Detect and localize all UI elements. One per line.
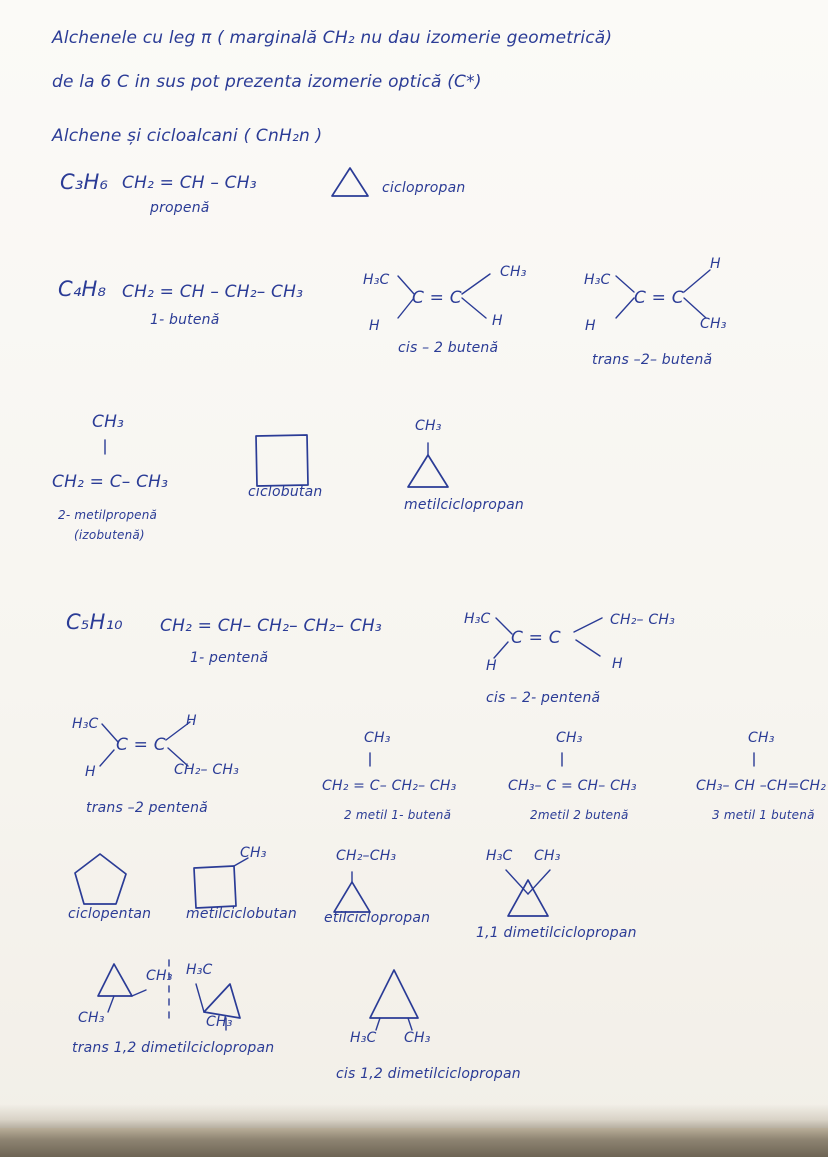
cis2pentene-right-bottom: H [612, 656, 623, 672]
m3b1-chain: CH₃– CH –CH=CH₂ [696, 778, 827, 794]
cis2pentene-right-top: CH₂– CH₃ [610, 612, 675, 628]
trans2butene-right-bottom: CH₃ [700, 316, 727, 332]
cis2butene-right-top: CH₃ [500, 264, 527, 280]
trans2pentene-left-bottom: H [85, 764, 96, 780]
trans12-label: trans 1,2 dimetilciclopropan [72, 1040, 275, 1056]
trans12-bottom-group: CH₃ [78, 1010, 105, 1026]
trans12-ring-icon [96, 962, 152, 1010]
m2b1-name: 2 metil 1- butenă [344, 808, 452, 822]
dimethyl11-left-group: H₃C [486, 848, 513, 864]
trans12-mirror-bottom-group: CH₃ [206, 1014, 233, 1030]
c4-structure: CH₂ = CH – CH₂– CH₃ [122, 282, 304, 302]
cis2pentene-center: C = C [511, 628, 561, 648]
trans2pentene-right-top: H [186, 713, 197, 729]
m2b2-top-group: CH₃ [556, 730, 583, 746]
cis12-label: cis 1,2 dimetilciclopropan [336, 1066, 521, 1082]
trans2butene-left-bottom: H [585, 318, 596, 334]
m2b1-top-group: CH₃ [364, 730, 391, 746]
c5-structure: CH₂ = CH– CH₂– CH₂– CH₃ [160, 616, 382, 636]
mirror-divider [166, 960, 172, 1028]
desk-edge [0, 1128, 828, 1157]
ethylcyclopropane-label: etilciclopropan [324, 910, 431, 926]
trans2pentene-right-bottom: CH₂– CH₃ [174, 762, 239, 778]
cyclopropane-triangle-icon [328, 166, 376, 200]
dimethyl11-ring-icon [494, 868, 564, 920]
m3b1-vertical-bond [750, 753, 762, 771]
trans2pentene-left-top: H₃C [72, 716, 99, 732]
isobutene-name: 2- metilpropenă [58, 508, 158, 522]
trans2pentene-center: C = C [116, 735, 166, 755]
cyclobutane-square-icon [253, 433, 315, 491]
cis12-right-group: CH₃ [404, 1030, 431, 1046]
cyclopentane-label: ciclopentan [68, 906, 152, 922]
trans2butene-bonds [610, 262, 730, 330]
methylcyclopropane-ring-icon [404, 443, 464, 491]
trans2butene-name: trans –2– butenă [592, 352, 713, 368]
cis2butene-left-top: H₃C [363, 272, 390, 288]
cyclobutane-label: ciclobutan [248, 484, 323, 500]
cis12-left-group: H₃C [350, 1030, 377, 1046]
dimethyl11-label: 1,1 dimetilciclopropan [476, 925, 637, 941]
c4-formula: C₄H₈ [58, 277, 107, 301]
isobutene-alt-name: (izobutenă) [74, 528, 145, 542]
c3-formula: C₃H₆ [60, 170, 109, 194]
methylcyclopropane-label: metilciclopropan [404, 497, 525, 513]
intro-line-1: Alchenele cu leg π ( marginală CH₂ nu dau izomerie geometrică) [52, 28, 613, 48]
m2b2-name: 2metil 2 butenă [530, 808, 629, 822]
cis2pentene-name: cis – 2- pentenă [486, 690, 601, 706]
methylcyclopropane-top-group: CH₃ [415, 418, 442, 434]
cis2pentene-bonds [490, 606, 615, 668]
trans12-right-group: CH₃ [146, 968, 173, 984]
intro-line-2: de la 6 C in sus pot prezenta izomerie optică (C*) [52, 72, 482, 92]
c4-name: 1- butenă [150, 312, 220, 328]
m2b2-chain: CH₃– C = CH– CH₃ [508, 778, 637, 794]
cis2butene-name: cis – 2 butenă [398, 340, 499, 356]
cis2butene-bonds [390, 268, 510, 332]
m2b1-chain: CH₂ = C– CH₂– CH₃ [322, 778, 457, 794]
cis2butene-center: C = C [412, 288, 462, 308]
m2b2-vertical-bond [558, 753, 570, 771]
m3b1-name: 3 metil 1 butenă [712, 808, 815, 822]
m2b1-vertical-bond [366, 753, 378, 771]
cis12-ring-icon [366, 968, 436, 1026]
c5-formula: C₅H₁₀ [66, 610, 123, 634]
c3-name: propenă [150, 200, 210, 216]
dimethyl11-right-group: CH₃ [534, 848, 561, 864]
methylcyclobutane-label: metilciclobutan [186, 906, 297, 922]
methylcyclobutane-top-group: CH₃ [240, 845, 267, 861]
ethylcyclopropane-top-group: CH₂–CH₃ [336, 848, 397, 864]
m3b1-top-group: CH₃ [748, 730, 775, 746]
trans2pentene-name: trans –2 pentenă [86, 800, 208, 816]
section-heading: Alchene și cicloalcani ( CnH₂n ) [52, 126, 323, 146]
isobutene-vertical-bond [101, 440, 111, 460]
isobutene-chain: CH₂ = C– CH₃ [52, 472, 169, 492]
trans2butene-left-top: H₃C [584, 272, 611, 288]
cis2butene-right-bottom: H [492, 313, 503, 329]
cis2butene-left-bottom: H [369, 318, 380, 334]
cis2pentene-left-top: H₃C [464, 611, 491, 627]
cyclopentane-pentagon-icon [72, 852, 134, 908]
cis2pentene-left-bottom: H [486, 658, 497, 674]
c5-name: 1- pentenă [190, 650, 269, 666]
trans2pentene-bonds [96, 712, 206, 778]
trans2butene-center: C = C [634, 288, 684, 308]
c3-ring-label: ciclopropan [382, 180, 466, 196]
isobutene-top-group: CH₃ [92, 412, 125, 432]
trans12-mirror-top-group: H₃C [186, 962, 213, 978]
c3-structure: CH₂ = CH – CH₃ [122, 173, 257, 193]
trans2butene-right-top: H [710, 256, 721, 272]
